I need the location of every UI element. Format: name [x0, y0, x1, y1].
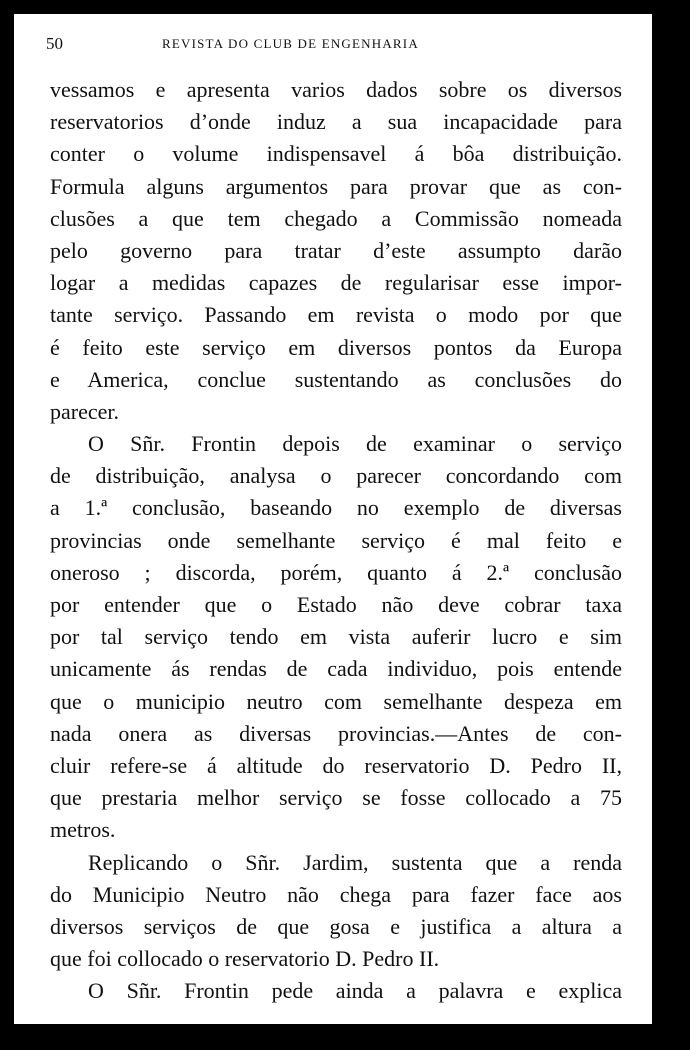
text-line: por entender que o Estado não deve cobrar taxa	[50, 592, 622, 617]
text-line: diversos serviços de que gosa e justifica a altura a	[50, 913, 622, 939]
text-line: nada onera as diversas provincias.—Antes de con-	[50, 720, 622, 746]
text-line: a 1.ª conclusão, baseando no exemplo de diversas	[50, 495, 622, 521]
text-line: tante serviço. Passando em revista o modo por que	[50, 302, 622, 328]
text-line: é feito este serviço em diversos pontos da Europa	[50, 334, 622, 360]
text-line: oneroso ; discorda, porém, quanto á 2.ª conclusão	[50, 559, 622, 585]
page-spine	[644, 14, 652, 1024]
text-line: unicamente ás rendas de cada individuo, pois entende	[50, 656, 622, 682]
text-line: e America, conclue sustentando as conclusões do	[50, 366, 622, 392]
text-line: clusões a que tem chegado a Commissão nomeada	[50, 205, 622, 231]
text-line: que o municipio neutro com semelhante despeza em	[50, 688, 622, 714]
text-line: logar a medidas capazes de regularisar esse impor-	[50, 270, 622, 296]
paragraph-end-line: metros.	[50, 817, 116, 843]
text-line: conter o volume indispensavel á bôa distribuição.	[50, 141, 622, 167]
text-line: de distribuição, analysa o parecer concordando com	[50, 463, 622, 489]
page-header	[46, 34, 606, 56]
paragraph-end-line: parecer.	[50, 398, 119, 424]
paragraph-start-line: O Sñr. Frontin pede ainda a palavra e explica	[88, 978, 622, 1004]
paragraph-start-line: O Sñr. Frontin depois de examinar o serviço	[88, 431, 622, 457]
text-line: provincias onde semelhante serviço é mal feito e	[50, 527, 622, 553]
text-line: cluir refere-se á altitude do reservatorio D. Pedro II,	[50, 752, 622, 778]
text-line: por tal serviço tendo em vista auferir lucro e sim	[50, 624, 622, 650]
page-number: 50	[46, 34, 63, 53]
text-line: reservatorios d’onde induz a sua incapacidade para	[50, 109, 622, 135]
text-line: Formula alguns argumentos para provar que as con-	[50, 173, 622, 199]
text-line: que prestaria melhor serviço se fosse collocado a 75	[50, 785, 622, 811]
text-line: pelo governo para tratar d’este assumpto darão	[50, 237, 622, 263]
page-edge-shadow	[652, 0, 690, 1050]
text-line: do Municipio Neutro não chega para fazer face aos	[50, 881, 622, 907]
paragraph-start-line: Replicando o Sñr. Jardim, sustenta que a renda	[88, 849, 622, 875]
body-text	[50, 74, 622, 1007]
running-head: REVISTA DO CLUB DE ENGENHARIA	[162, 36, 419, 51]
paragraph-end-line: que foi collocado o reservatorio D. Pedro II.	[50, 946, 440, 972]
text-line: vessamos e apresenta varios dados sobre os diversos	[50, 77, 622, 102]
